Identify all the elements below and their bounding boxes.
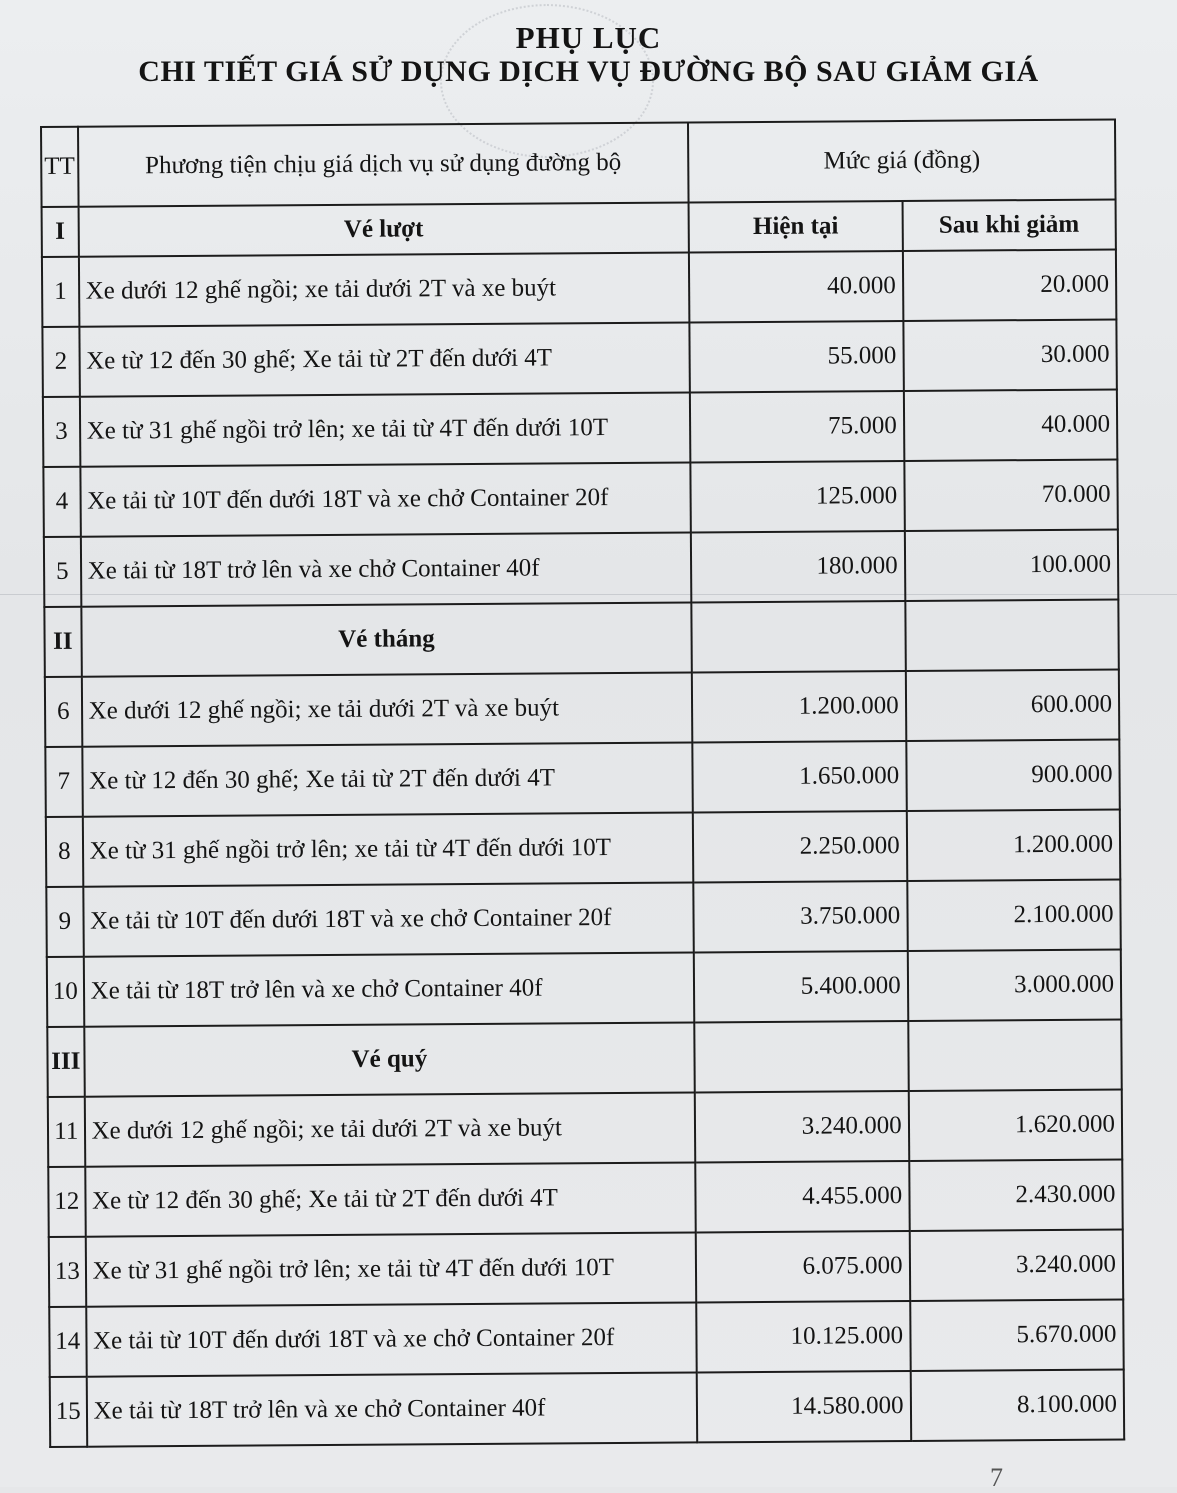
vehicle-type: Xe dưới 12 ghế ngồi; xe tải dưới 2T và xe buýt	[81, 672, 692, 746]
price-current: 1.650.000	[693, 741, 907, 812]
price-after: 900.000	[906, 739, 1120, 810]
vehicle-type: Xe từ 12 đến 30 ghế; Xe tải từ 2T đến dưới 4T	[85, 1162, 696, 1236]
header-tt: TT	[41, 127, 78, 207]
table-row	[45, 739, 1119, 816]
table-header-row	[41, 119, 1116, 206]
price-current: 125.000	[691, 461, 905, 532]
vehicle-type: Xe tải từ 10T đến dưới 18T và xe chở Container 20f	[86, 1302, 697, 1376]
price-current: 180.000	[691, 531, 905, 602]
table-row	[43, 389, 1117, 466]
row-number: 1	[42, 257, 79, 327]
price-after: 600.000	[905, 669, 1119, 740]
empty-cell	[695, 1021, 909, 1092]
table-row	[45, 669, 1119, 746]
row-number: 10	[47, 957, 84, 1027]
page-subtitle: CHI TIẾT GIÁ SỬ DỤNG DỊCH VỤ ĐƯỜNG BỘ SAU GIẢM GIÁ	[138, 55, 1039, 88]
price-after: 70.000	[904, 459, 1118, 530]
price-current: 14.580.000	[697, 1371, 911, 1442]
vehicle-type: Xe dưới 12 ghế ngồi; xe tải dưới 2T và xe buýt	[84, 1092, 695, 1166]
signature-mark: 7	[990, 1463, 1003, 1492]
row-number: 14	[49, 1307, 86, 1377]
row-number: 6	[45, 677, 82, 747]
table-row	[42, 249, 1116, 326]
vehicle-type: Xe tải từ 18T trở lên và xe chở Container 40f	[80, 532, 691, 606]
header-current: Hiện tại	[689, 201, 903, 252]
section-title: Vé lượt	[78, 202, 689, 256]
row-number: 9	[46, 887, 83, 957]
table-row	[46, 809, 1120, 886]
price-current: 5.400.000	[694, 951, 908, 1022]
price-current: 55.000	[690, 321, 904, 392]
row-number: 3	[43, 397, 80, 467]
row-number: 5	[44, 537, 81, 607]
header-after: Sau khi giảm	[902, 199, 1116, 250]
section-roman: I	[42, 207, 79, 257]
header-vehicle: Phương tiện chịu giá dịch vụ sử dụng đường bộ	[78, 122, 689, 206]
vehicle-type: Xe tải từ 10T đến dưới 18T và xe chở Container 20f	[80, 462, 691, 536]
price-current: 3.750.000	[694, 881, 908, 952]
price-after: 5.670.000	[910, 1299, 1124, 1370]
price-after: 20.000	[903, 249, 1117, 320]
vehicle-type: Xe từ 12 đến 30 ghế; Xe tải từ 2T đến dưới 4T	[82, 742, 693, 816]
price-current: 10.125.000	[696, 1301, 910, 1372]
vehicle-type: Xe từ 31 ghế ngồi trở lên; xe tải từ 4T đến dưới 10T	[82, 812, 693, 886]
vehicle-type: Xe từ 31 ghế ngồi trở lên; xe tải từ 4T đến dưới 10T	[79, 392, 690, 466]
section-roman: III	[47, 1027, 84, 1097]
row-number: 12	[48, 1167, 85, 1237]
section-row	[47, 1019, 1121, 1096]
table-row	[49, 1229, 1123, 1306]
price-after: 1.200.000	[906, 809, 1120, 880]
row-number: 15	[50, 1377, 87, 1447]
price-after: 30.000	[903, 319, 1117, 390]
empty-cell	[908, 1019, 1122, 1090]
row-number: 13	[49, 1237, 86, 1307]
header-price: Mức giá (đồng)	[688, 119, 1115, 202]
section-title: Vé quý	[84, 1022, 695, 1096]
vehicle-type: Xe tải từ 18T trở lên và xe chở Container 40f	[86, 1372, 697, 1446]
row-number: 7	[45, 747, 82, 817]
price-current: 75.000	[690, 391, 904, 462]
price-after: 1.620.000	[908, 1089, 1122, 1160]
section-row	[44, 599, 1118, 676]
price-current: 6.075.000	[696, 1231, 910, 1302]
table-row	[49, 1299, 1123, 1376]
price-after: 3.240.000	[909, 1229, 1123, 1300]
table-row	[42, 319, 1116, 396]
price-current: 2.250.000	[693, 811, 907, 882]
price-current: 1.200.000	[692, 671, 906, 742]
price-after: 3.000.000	[907, 949, 1121, 1020]
empty-cell	[905, 599, 1119, 670]
table-row	[47, 949, 1121, 1026]
row-number: 2	[42, 327, 79, 397]
table-row	[48, 1089, 1122, 1166]
section-roman: II	[44, 607, 81, 677]
table-row	[50, 1369, 1124, 1446]
row-number: 11	[48, 1097, 85, 1167]
price-after: 2.430.000	[909, 1159, 1123, 1230]
vehicle-type: Xe dưới 12 ghế ngồi; xe tải dưới 2T và xe buýt	[78, 252, 689, 326]
vehicle-type: Xe từ 31 ghế ngồi trở lên; xe tải từ 4T đến dưới 10T	[85, 1232, 696, 1306]
table-row	[46, 879, 1120, 956]
vehicle-type: Xe tải từ 10T đến dưới 18T và xe chở Container 20f	[83, 882, 694, 956]
page-title: PHỤ LỤC	[515, 20, 662, 55]
price-current: 40.000	[689, 251, 903, 322]
row-number: 4	[43, 467, 80, 537]
price-after: 2.100.000	[907, 879, 1121, 950]
price-after: 8.100.000	[910, 1369, 1124, 1440]
section-title: Vé tháng	[81, 602, 692, 676]
empty-cell	[692, 601, 906, 672]
price-current: 3.240.000	[695, 1091, 909, 1162]
section-row	[42, 199, 1116, 256]
vehicle-type: Xe tải từ 18T trở lên và xe chở Container 40f	[83, 952, 694, 1026]
table-row	[43, 459, 1117, 536]
table-row	[44, 529, 1118, 606]
price-current: 4.455.000	[695, 1161, 909, 1232]
vehicle-type: Xe từ 12 đến 30 ghế; Xe tải từ 2T đến dưới 4T	[79, 322, 690, 396]
price-after: 40.000	[904, 389, 1118, 460]
price-after: 100.000	[905, 529, 1119, 600]
price-table	[40, 118, 1125, 1447]
row-number: 8	[46, 817, 83, 887]
table-row	[48, 1159, 1122, 1236]
